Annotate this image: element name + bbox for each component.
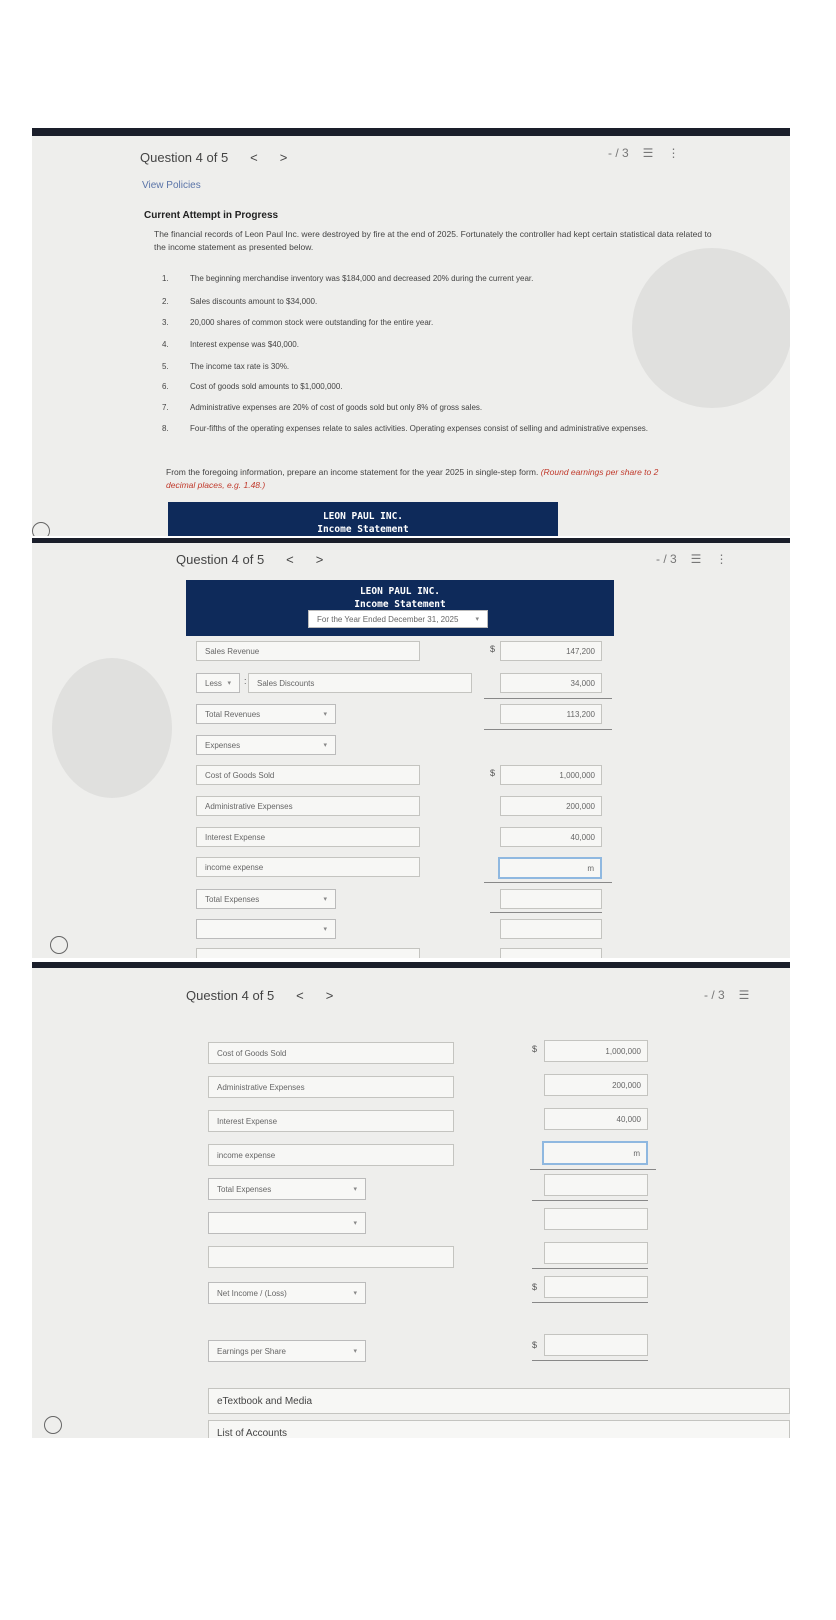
sales-revenue-value[interactable]: 147,200 — [500, 641, 602, 661]
net-income-select[interactable]: Net Income / (Loss) ▾ — [208, 1282, 366, 1304]
company-name: LEON PAUL INC. — [359, 586, 441, 597]
item-number: 4. — [162, 340, 169, 349]
income-expense-field[interactable]: income expense — [196, 857, 420, 877]
total-expenses-value[interactable] — [544, 1174, 648, 1196]
item-number: 7. — [162, 403, 169, 412]
chevron-down-icon: ▾ — [323, 742, 327, 749]
item-text: 20,000 shares of common stock were outstanding for the entire year. — [190, 318, 434, 327]
expenses-select[interactable]: Expenses ▾ — [196, 735, 336, 755]
list-icon[interactable]: ☰ — [738, 988, 750, 1002]
list-icon[interactable]: ☰ — [690, 552, 702, 566]
shadow — [52, 658, 172, 798]
screenshot-panel-2 — [32, 538, 790, 958]
prev-question-button[interactable]: < — [286, 552, 294, 567]
more-icon[interactable]: ⋮ — [667, 146, 680, 160]
chevron-down-icon: ▾ — [353, 1220, 357, 1227]
problem-text: The financial records of Leon Paul Inc. were destroyed by fire at the end of 2025. Fortunately the controller had kept certain statistical data related to the income statement as presented below. — [154, 229, 712, 252]
score-label: - / 3 — [656, 552, 677, 566]
underline — [532, 1302, 648, 1303]
statement-title: Income Statement — [354, 599, 446, 610]
chevron-down-icon: ▾ — [323, 896, 327, 903]
item-text: The beginning merchandise inventory was $184,000 and decreased 20% during the current year. — [190, 274, 534, 283]
prev-question-button[interactable]: < — [250, 150, 258, 165]
underline — [532, 1200, 648, 1201]
cogs-value[interactable]: 1,000,000 — [544, 1040, 648, 1062]
top-bar — [32, 128, 790, 136]
dollar-sign: $ — [532, 1340, 538, 1350]
blank-field[interactable] — [196, 948, 420, 958]
colon-label: : — [244, 676, 247, 686]
interest-field[interactable]: Interest Expense — [196, 827, 420, 847]
income-expense-value[interactable]: m — [542, 1141, 648, 1165]
more-icon[interactable]: ⋮ — [715, 552, 728, 566]
dollar-sign: $ — [532, 1282, 538, 1292]
blank-value-2[interactable] — [544, 1242, 648, 1264]
item-number: 1. — [162, 274, 169, 283]
item-number: 5. — [162, 362, 169, 371]
statement-title: Income Statement — [317, 524, 409, 535]
total-revenues-value[interactable]: 113,200 — [500, 704, 602, 724]
list-item — [162, 340, 682, 349]
screenshot-panel-1 — [32, 128, 790, 536]
dollar-sign: $ — [532, 1044, 538, 1054]
admin-value[interactable]: 200,000 — [500, 796, 602, 816]
list-of-accounts-link[interactable]: List of Accounts — [208, 1420, 790, 1438]
question-nav — [140, 150, 287, 165]
net-income-value[interactable] — [544, 1276, 648, 1298]
chevron-down-icon: ▾ — [353, 1348, 357, 1355]
sales-discounts-value[interactable]: 34,000 — [500, 673, 602, 693]
underline — [530, 1169, 656, 1170]
dollar-sign: $ — [490, 768, 496, 778]
total-revenues-select[interactable]: Total Revenues ▾ — [196, 704, 336, 724]
interest-value[interactable]: 40,000 — [544, 1108, 648, 1130]
chevron-down-icon: ▾ — [323, 926, 327, 933]
eps-value[interactable] — [544, 1334, 648, 1356]
cogs-field[interactable]: Cost of Goods Sold — [196, 765, 420, 785]
cookie-icon[interactable] — [50, 936, 68, 954]
total-expenses-select[interactable]: Total Expenses ▾ — [196, 889, 336, 909]
question-label: Question 4 of 5 — [186, 988, 275, 1003]
admin-field[interactable]: Administrative Expenses — [208, 1076, 454, 1098]
cogs-value[interactable]: 1,000,000 — [500, 765, 602, 785]
underline — [532, 1268, 648, 1269]
top-bar — [32, 962, 790, 968]
list-item — [162, 403, 682, 412]
question-label: Question 4 of 5 — [176, 552, 265, 567]
blank-field[interactable] — [208, 1246, 454, 1268]
list-item — [162, 424, 682, 433]
next-question-button[interactable]: > — [315, 552, 324, 567]
score-area — [704, 988, 749, 1002]
chevron-down-icon: ▾ — [353, 1290, 357, 1297]
prev-question-button[interactable]: < — [296, 988, 304, 1003]
statement-header — [168, 502, 558, 536]
blank-value[interactable] — [544, 1208, 648, 1230]
next-question-button[interactable]: > — [325, 988, 334, 1003]
item-number: 8. — [162, 424, 169, 433]
admin-field[interactable]: Administrative Expenses — [196, 796, 420, 816]
list-item — [162, 362, 682, 371]
etextbook-link[interactable]: eTextbook and Media — [208, 1388, 790, 1414]
next-question-button[interactable]: > — [279, 150, 288, 165]
instruction-text: From the foregoing information, prepare an income statement for the year 2025 in single-step form. — [166, 467, 539, 477]
list-item — [162, 382, 682, 391]
item-text: Interest expense was $40,000. — [190, 340, 299, 349]
eps-select[interactable]: Earnings per Share ▾ — [208, 1340, 366, 1362]
income-expense-field[interactable]: income expense — [208, 1144, 454, 1166]
item-number: 2. — [162, 297, 169, 306]
instruction-note: (Round earnings per share to 2 decimal places, e.g. 1.48.) — [166, 467, 659, 490]
less-select[interactable]: Less ▾ — [196, 673, 240, 693]
score-area — [656, 552, 727, 566]
item-number: 3. — [162, 318, 169, 327]
chevron-down-icon: ▾ — [227, 680, 231, 687]
admin-value[interactable]: 200,000 — [544, 1074, 648, 1096]
blank-select[interactable] — [208, 1212, 366, 1234]
underline — [490, 912, 602, 913]
blank-value-2[interactable] — [500, 948, 602, 958]
underline — [532, 1360, 648, 1361]
screenshot-panel-3 — [32, 962, 790, 1438]
top-bar — [32, 538, 790, 543]
total-expenses-value[interactable] — [500, 889, 602, 909]
cookie-icon[interactable] — [32, 522, 50, 536]
income-expense-value[interactable]: m — [498, 857, 602, 879]
list-icon[interactable]: ☰ — [642, 146, 654, 160]
item-text: Four-fifths of the operating expenses relate to sales activities. Operating expenses consist of selling and administrative expenses. — [190, 424, 649, 433]
item-text: The income tax rate is 30%. — [190, 362, 290, 371]
sales-discounts-field[interactable]: Sales Discounts — [248, 673, 472, 693]
instruction — [166, 466, 666, 492]
list-item — [162, 274, 682, 283]
list-item — [162, 297, 682, 306]
item-text: Sales discounts amount to $34,000. — [190, 297, 318, 306]
blank-value[interactable] — [500, 919, 602, 939]
underline — [484, 698, 612, 699]
interest-field[interactable]: Interest Expense — [208, 1110, 454, 1132]
dollar-sign: $ — [490, 644, 496, 654]
item-text: Cost of goods sold amounts to $1,000,000. — [190, 382, 343, 391]
cookie-icon[interactable] — [44, 1416, 62, 1434]
chevron-down-icon: ▾ — [475, 616, 479, 623]
interest-value[interactable]: 40,000 — [500, 827, 602, 847]
chevron-down-icon: ▾ — [323, 711, 327, 718]
chevron-down-icon: ▾ — [353, 1186, 357, 1193]
score-label: - / 3 — [704, 988, 725, 1002]
item-number: 6. — [162, 382, 169, 391]
item-text: Administrative expenses are 20% of cost of goods sold but only 8% of gross sales. — [190, 403, 483, 412]
question-label: Question 4 of 5 — [140, 150, 229, 165]
sales-revenue-field[interactable]: Sales Revenue — [196, 641, 420, 661]
attempt-heading: Current Attempt in Progress — [144, 210, 279, 221]
cogs-field[interactable]: Cost of Goods Sold — [208, 1042, 454, 1064]
score-label: - / 3 — [608, 146, 629, 160]
view-policies-link[interactable]: View Policies — [142, 180, 201, 191]
period-select[interactable]: For the Year Ended December 31, 2025 ▾ — [308, 610, 488, 628]
total-expenses-select[interactable]: Total Expenses ▾ — [208, 1178, 366, 1200]
score-area — [608, 146, 679, 160]
underline — [484, 729, 612, 730]
list-item — [162, 318, 682, 327]
company-name: LEON PAUL INC. — [322, 511, 404, 522]
question-nav — [186, 988, 333, 1003]
question-nav — [176, 552, 323, 567]
shadow — [632, 248, 790, 408]
blank-select[interactable] — [196, 919, 336, 939]
underline — [484, 882, 612, 883]
